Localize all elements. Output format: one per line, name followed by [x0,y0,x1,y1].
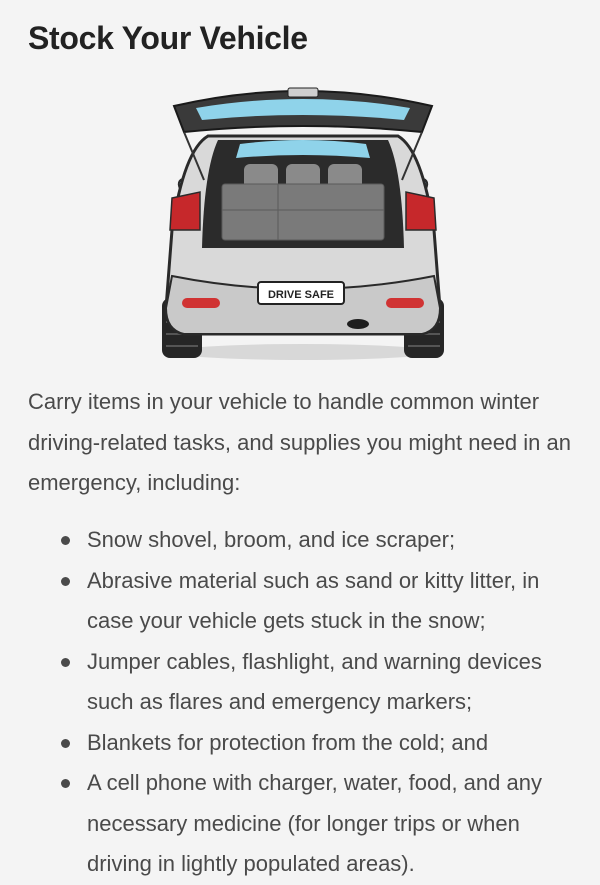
bullet-icon [61,739,70,748]
list-item [0,723,600,764]
list-item [0,561,600,642]
bullet-icon [61,779,70,788]
list-item-text: A cell phone with charger, water, food, and any necessary medicine (for longer trips or when driving in lightly populated areas). [87,770,542,876]
car-illustration [160,80,446,366]
bullet-icon [61,658,70,667]
list-item-text: Jumper cables, flashlight, and warning devices such as flares and emergency markers; [87,648,542,714]
page-title: Stock Your Vehicle [28,20,308,56]
list-item-text: Abrasive material such as sand or kitty litter, in case your vehicle gets stuck in the snow; [87,567,540,633]
license-plate-text: DRIVE SAFE [267,289,335,301]
bullet-icon [61,577,70,586]
list-item [0,520,600,561]
intro-paragraph: Carry items in your vehicle to handle common winter driving-related tasks, and supplies you might need in an emergency, including: [28,389,571,495]
list-item [0,763,600,885]
bullet-icon [61,536,70,545]
list-item [0,642,600,723]
list-item-text: Snow shovel, broom, and ice scraper; [87,527,456,552]
list-item-text: Blankets for protection from the cold; and [87,729,489,755]
supply-list [0,520,600,885]
